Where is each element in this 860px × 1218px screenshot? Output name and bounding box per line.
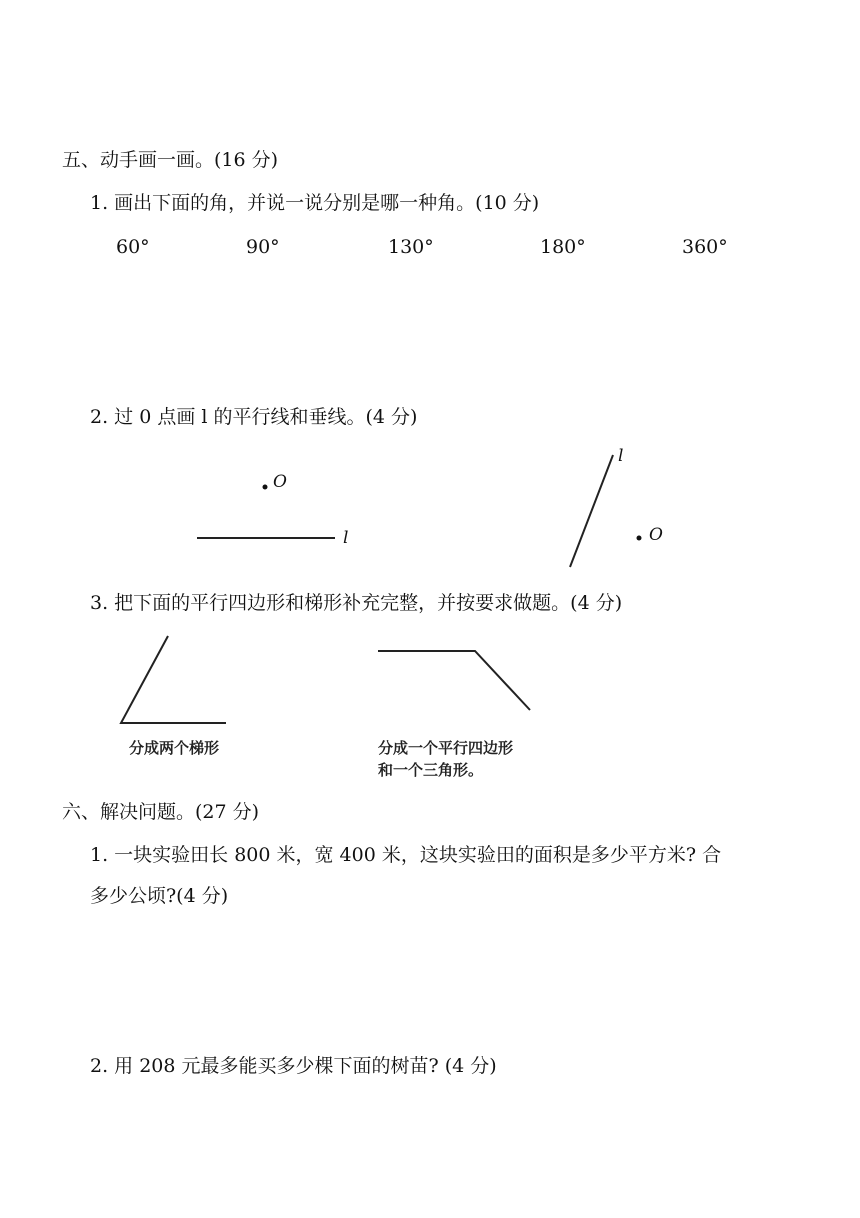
caption-parallelogram-line-1: 分成一个平行四边形 — [378, 739, 514, 757]
angle-label-90: 90° — [246, 236, 280, 258]
question-5-2-text: 2. 过 0 点画 l 的平行线和垂线。(4 分) — [90, 406, 418, 428]
point-o-left-label: O — [273, 472, 287, 492]
angle-label-180: 180° — [540, 236, 586, 258]
caption-parallelogram-line-2: 和一个三角形。 — [378, 761, 484, 779]
line-l-slanted-label: l — [618, 446, 624, 466]
line-l-slanted — [570, 455, 613, 567]
point-o-right-label: O — [649, 525, 663, 545]
line-l-horizontal-label: l — [343, 528, 349, 548]
trapezoid-partial — [378, 651, 530, 710]
question-6-1-line-1: 1. 一块实验田长 800 米，宽 400 米，这块实验田的面积是多少平方米? 合 — [90, 844, 722, 866]
caption-two-trapezoids: 分成两个梯形 — [129, 739, 220, 757]
question-5-1-text: 1. 画出下面的角，并说一说分别是哪一种角。(10 分) — [90, 192, 540, 214]
point-o-left — [263, 485, 268, 490]
angle-label-130: 130° — [388, 236, 434, 258]
question-6-2-text: 2. 用 208 元最多能买多少棵下面的树苗? (4 分) — [90, 1055, 497, 1077]
question-5-3-text: 3. 把下面的平行四边形和梯形补充完整，并按要求做题。(4 分) — [90, 592, 623, 614]
point-o-right — [637, 536, 642, 541]
section-5-heading: 五、动手画一画。(16 分) — [62, 149, 279, 171]
parallelogram-partial — [121, 636, 226, 723]
section-6-heading: 六、解决问题。(27 分) — [62, 801, 260, 823]
question-6-1-line-2: 多少公顷?(4 分) — [90, 885, 229, 907]
angle-label-60: 60° — [116, 236, 150, 258]
angle-label-360: 360° — [682, 236, 728, 258]
